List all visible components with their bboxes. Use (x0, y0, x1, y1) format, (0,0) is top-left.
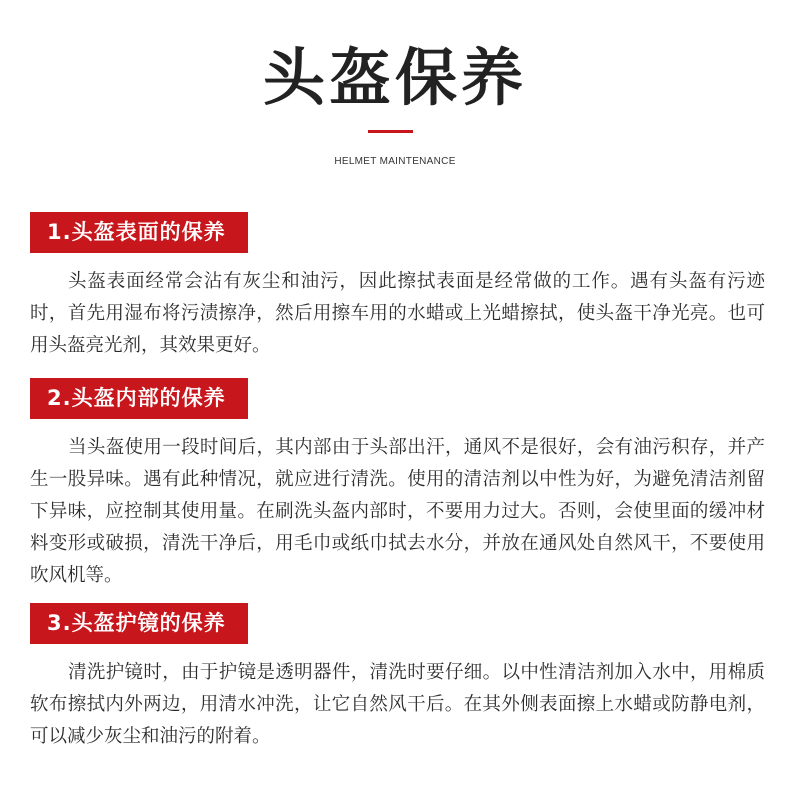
section-interior-care (30, 378, 765, 592)
section-visor-care (30, 603, 765, 753)
page-title: 头盔保养 (262, 41, 527, 114)
page-subtitle: HELMET MAINTENANCE (334, 156, 456, 167)
section-heading: 2.头盔内部的保养 (30, 378, 248, 419)
section-surface-care (30, 212, 765, 362)
title-accent-rule (368, 130, 413, 133)
section-body: 头盔表面经常会沾有灰尘和油污，因此擦拭表面是经常做的工作。遇有头盔有污迹时，首先用湿布将污渍擦净，然后用擦车用的水蜡或上光蜡擦拭，使头盔干净光亮。也可用头盔亮光剂，其效果更好。 (30, 271, 765, 356)
section-heading: 1.头盔表面的保养 (30, 212, 248, 253)
section-body: 当头盔使用一段时间后，其内部由于头部出汗，通风不是很好，会有油污积存，并产生一股异味。遇有此种情况，就应进行清洗。使用的清洁剂以中性为好，为避免清洁剂留下异味，应控制其使用量。在刷洗头盔内部时，不要用力过大。否则，会使里面的缓冲材料变形或破损，清洗干净后，用毛巾或纸巾拭去水分，并放在通风处自然风干，不要使用吹风机等。 (30, 437, 765, 586)
section-heading: 3.头盔护镜的保养 (30, 603, 248, 644)
section-body: 清洗护镜时，由于护镜是透明器件，清洗时要仔细。以中性清洁剂加入水中，用棉质软布擦拭内外两边，用清水冲洗，让它自然风干后。在其外侧表面擦上水蜡或防静电剂，可以减少灰尘和油污的附着。 (30, 662, 765, 747)
